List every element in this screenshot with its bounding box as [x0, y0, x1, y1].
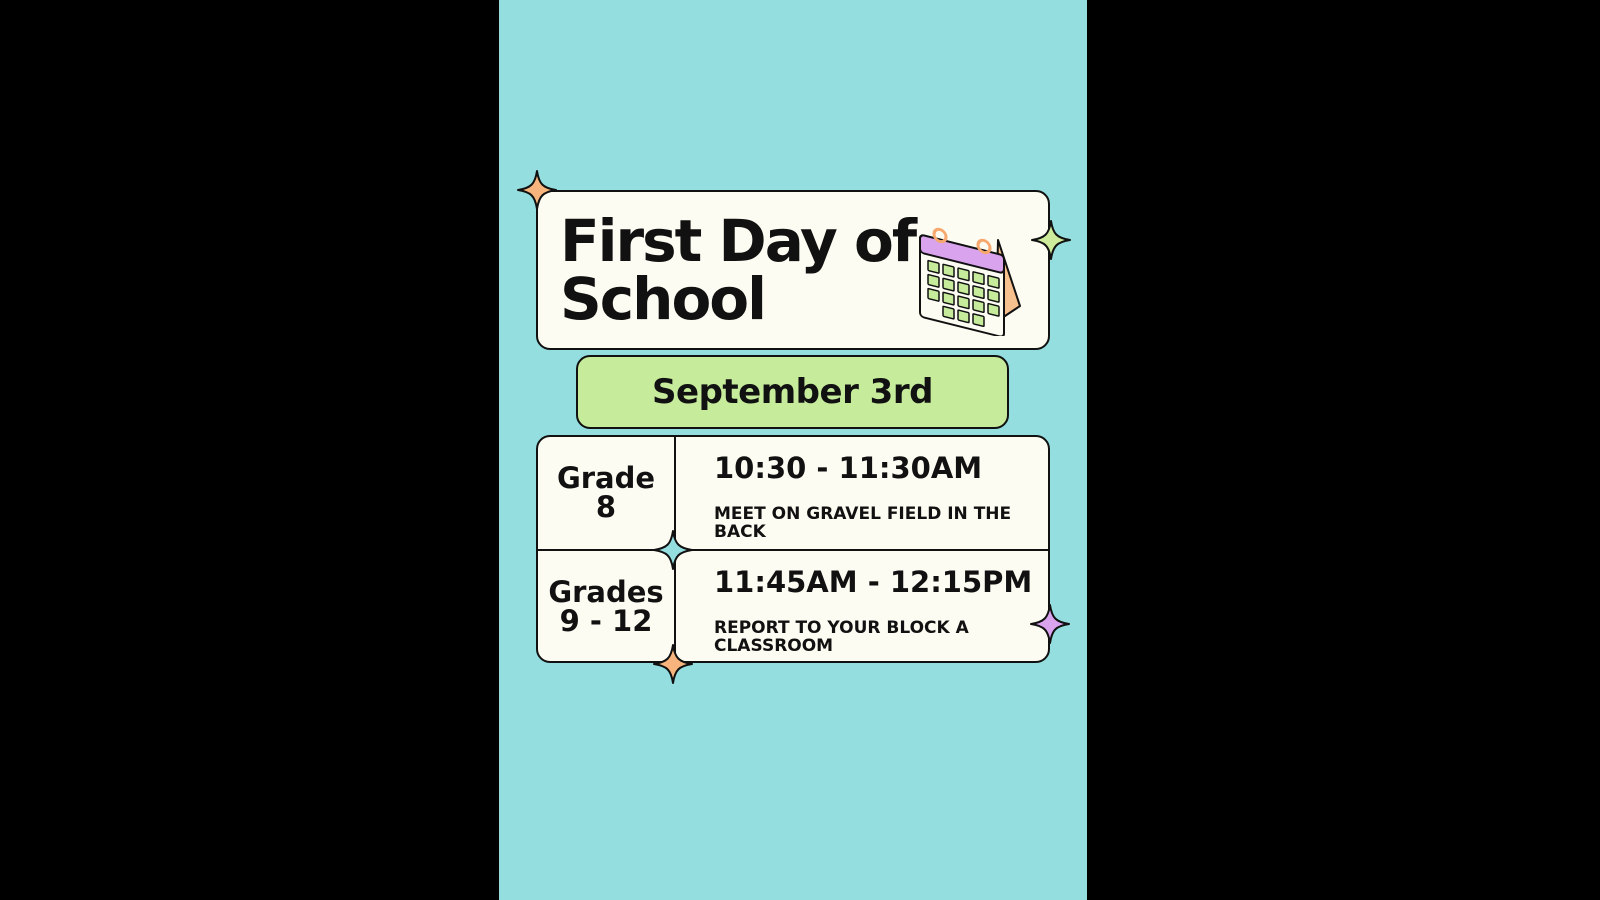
title-card [536, 190, 1050, 350]
grade-label-line1: Grades [548, 575, 664, 609]
calendar-icon [912, 210, 1036, 336]
sparkle-icon [653, 530, 693, 570]
sparkle-icon [1030, 604, 1070, 644]
schedule-table [536, 435, 1050, 663]
event-date: September 3rd [652, 372, 933, 412]
sparkle-icon [1031, 220, 1071, 260]
schedule-row-grades-9-12 [538, 551, 1048, 663]
sparkle-icon [517, 170, 557, 210]
grade-label-line2: 9 - 12 [559, 604, 653, 638]
grade-label-line2: 8 [595, 490, 617, 524]
location-note: REPORT TO YOUR BLOCK A CLASSROOM [714, 618, 969, 656]
sparkle-icon [653, 644, 693, 684]
schedule-row-grade-8 [538, 437, 1048, 549]
time-slot: 11:45AM - 12:15PM [714, 565, 1033, 599]
time-slot: 10:30 - 11:30AM [714, 451, 983, 485]
location-note: MEET ON GRAVEL FIELD IN THE BACK [714, 504, 1012, 542]
grade-label-line1: Grade [556, 461, 656, 495]
date-banner [576, 355, 1009, 429]
event-poster [499, 0, 1087, 900]
poster-title: First Day of School [560, 207, 916, 333]
